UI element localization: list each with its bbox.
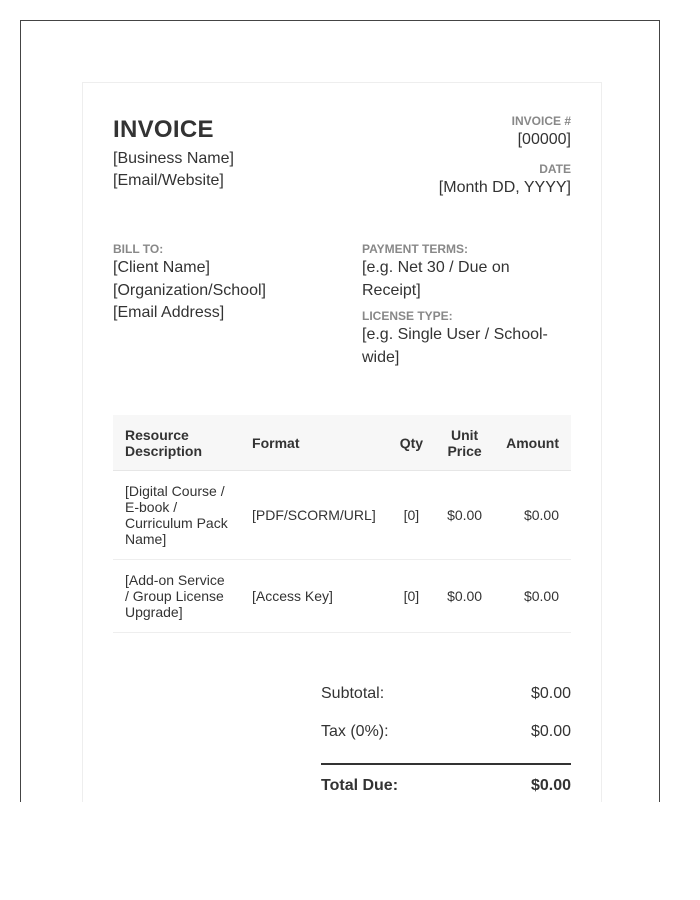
item-amount: $0.00 xyxy=(494,471,571,560)
header-format: Format xyxy=(240,415,388,471)
table-header-row xyxy=(113,415,571,471)
totals-section xyxy=(321,675,571,797)
client-email: [Email Address] xyxy=(113,304,225,321)
item-format: [Access Key] xyxy=(240,560,388,633)
date-label: DATE xyxy=(539,162,571,176)
total-due-label: Total Due: xyxy=(321,777,399,794)
license-type-label: LICENSE TYPE: xyxy=(362,309,453,323)
invoice-header xyxy=(113,83,571,201)
item-unit-price: $0.00 xyxy=(435,471,494,560)
invoice-card xyxy=(82,82,602,802)
parties-section xyxy=(113,201,571,415)
subtotal-label: Subtotal: xyxy=(321,685,385,702)
tax-label: Tax (0%): xyxy=(321,723,389,740)
total-due-value: $0.00 xyxy=(530,777,571,794)
invoice-number-label: INVOICE # xyxy=(511,114,571,128)
item-unit-price: $0.00 xyxy=(435,560,494,633)
payment-terms-value: [e.g. Net 30 / Due on Receipt] xyxy=(362,259,510,299)
bill-to-label: BILL TO: xyxy=(113,242,164,256)
item-amount: $0.00 xyxy=(494,560,571,633)
business-email-website: [Email/Website] xyxy=(113,172,224,189)
tax-value: $0.00 xyxy=(530,723,571,740)
item-format: [PDF/SCORM/URL] xyxy=(240,471,388,560)
total-divider xyxy=(321,763,571,765)
item-description: [Add-on Service / Group License Upgrade] xyxy=(113,560,240,633)
item-description: [Digital Course / E-book / Curriculum Pack Name] xyxy=(113,471,240,560)
table-row xyxy=(113,560,571,633)
terms-block xyxy=(362,241,572,369)
page-frame xyxy=(20,20,660,802)
header-unit-price: Unit Price xyxy=(435,415,494,471)
business-info xyxy=(113,148,234,192)
table-row xyxy=(113,471,571,560)
business-name: [Business Name] xyxy=(113,150,234,167)
client-name: [Client Name] xyxy=(113,259,210,276)
line-items-table xyxy=(113,415,571,633)
header-amount: Amount xyxy=(494,415,571,471)
item-qty: [0] xyxy=(388,560,435,633)
invoice-meta xyxy=(439,113,571,199)
invoice-title: INVOICE xyxy=(113,116,214,143)
header-qty: Qty xyxy=(388,415,435,471)
subtotal-value: $0.00 xyxy=(530,685,571,702)
bill-to-block xyxy=(113,241,343,325)
item-qty: [0] xyxy=(388,471,435,560)
client-organization: [Organization/School] xyxy=(113,281,266,299)
invoice-number: [00000] xyxy=(517,131,571,148)
header-description: Resource Description xyxy=(113,415,240,471)
total-due-row xyxy=(321,775,571,797)
license-type-value: [e.g. Single User / School-wide] xyxy=(362,326,548,366)
payment-terms-label: PAYMENT TERMS: xyxy=(362,242,469,256)
tax-row xyxy=(321,713,571,751)
invoice-date: [Month DD, YYYY] xyxy=(438,179,571,196)
subtotal-row xyxy=(321,675,571,713)
